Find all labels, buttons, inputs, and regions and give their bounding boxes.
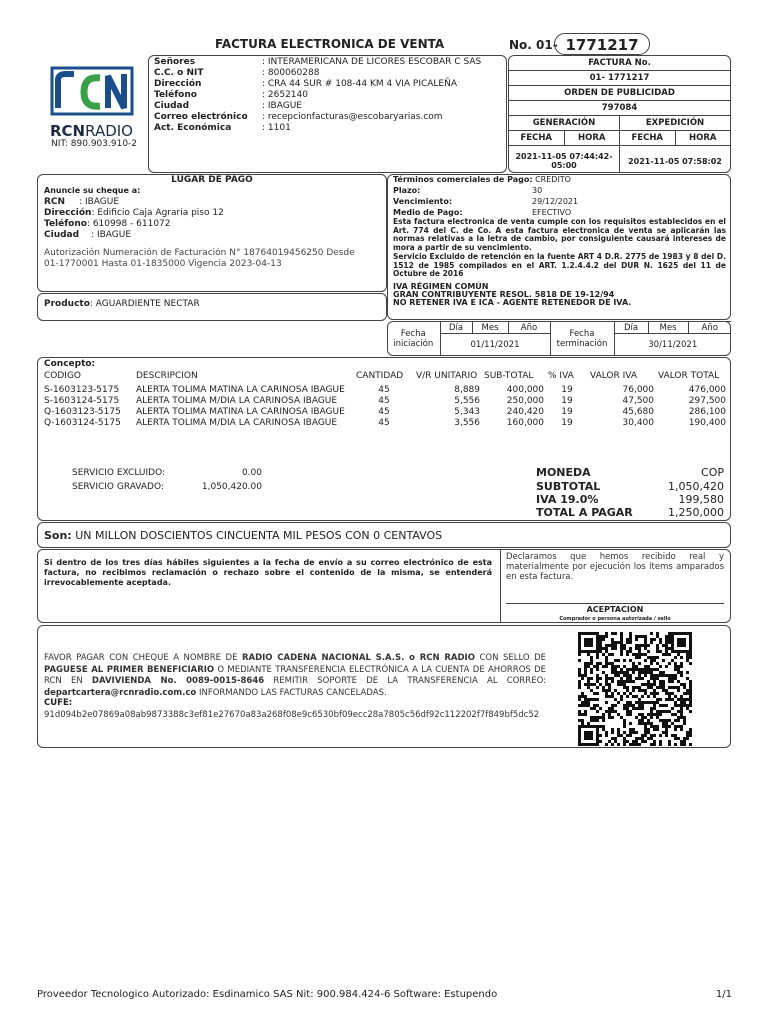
- cell-subtotal: 160,000: [506, 418, 544, 428]
- notice-left-text: Si dentro de los tres días hábiles siguientes a la fecha de envío a su correo electrónico de esta factura, no recibimos reclamación o rechazo sobre el contenido de la misma, se entenderá irrevocablemente aceptada.: [44, 558, 492, 587]
- end-value: 30/11/2021: [614, 334, 731, 356]
- end-month-header: Mes: [648, 322, 688, 334]
- company-logo: [50, 66, 134, 140]
- cell-total: 297,500: [688, 396, 726, 406]
- medio-label: Medio de Pago:: [393, 208, 463, 217]
- cell-iva-value: 47,500: [622, 396, 654, 406]
- company-nit: NIT: 890.903.910-2: [51, 139, 138, 149]
- cell-code: Q-1603124-5175: [44, 418, 121, 428]
- plazo-value: 30: [532, 186, 543, 195]
- gen-datetime: 2021-11-05 07:44:42-05:00: [509, 146, 620, 174]
- footer-provider: Proveedor Tecnologico Autorizado: Esdinamico SAS Nit: 900.984.424-6 Software: Estupendo: [37, 989, 498, 1000]
- col-header: V/R UNITARIO: [416, 371, 478, 381]
- son-label: Son:: [44, 529, 72, 542]
- cell-iva-pct: 19: [561, 407, 573, 417]
- orden-value: 797084: [509, 101, 731, 116]
- payment-note-text: [44, 653, 546, 699]
- subtotal-value: 1,050,420: [668, 480, 724, 493]
- col-header: CANTIDAD: [356, 371, 404, 381]
- qr-code-icon: [578, 632, 692, 746]
- end-day-header: Día: [614, 322, 648, 334]
- exp-fecha-label: FECHA: [620, 131, 676, 146]
- moneda-value: COP: [701, 466, 724, 479]
- cufe-label: CUFE:: [44, 698, 73, 708]
- invoice-number: 1771217: [554, 33, 650, 55]
- product-value: : AGUARDIENTE NECTAR: [89, 299, 200, 309]
- son-value: UN MILLON DOSCIENTOS CINCUENTA MIL PESOS CON 0 CENTAVOS: [75, 529, 443, 542]
- table-row: [42, 396, 728, 407]
- terms-label: Términos comerciales de Pago:: [393, 175, 533, 184]
- authorization-text: Autorización Numeración de Facturación N° 18764019456250 Desde 01-1770001 Hasta 01-1835000 Vigencia 2023-04-13: [44, 248, 355, 269]
- customer-value: : INTERAMERICANA DE LICORES ESCOBAR C SAS: [262, 57, 482, 67]
- medio-value: EFECTIVO: [532, 208, 572, 217]
- logo-text-bold: RCN: [50, 122, 86, 140]
- dir-value: : Edificio Caja Agraria piso 12: [91, 208, 224, 218]
- start-label: Fecha iniciación: [387, 322, 440, 356]
- concepto-label: Concepto:: [44, 359, 96, 369]
- col-header: VALOR TOTAL: [658, 371, 720, 381]
- legal-text-2: Servicio Excluido de retención en la fuente ART 4 D.R. 2775 de 1983 y 8 del D. 1512 de 1985 compilados en el ART. 1.2.4.4.2 del DUR N. 1625 del 11 de Octubre de 2016: [393, 252, 726, 278]
- note-bold-part: departcartera@rcnradio.com.co: [44, 687, 197, 698]
- start-month-header: Mes: [472, 322, 508, 334]
- cell-iva-value: 45,680: [622, 407, 654, 417]
- cell-total: 190,400: [688, 418, 726, 428]
- cell-quantity: 45: [378, 385, 390, 395]
- venc-value: 29/12/2021: [532, 197, 579, 206]
- col-header: SUB-TOTAL: [484, 371, 534, 381]
- customer-label: C.C. o NIT: [154, 68, 204, 78]
- customer-value: : recepcionfacturas@escobaryarias.com: [262, 112, 443, 122]
- product-label: Producto: [44, 299, 90, 309]
- customer-label: Teléfono: [154, 90, 197, 100]
- city-label: Ciudad: [44, 230, 80, 240]
- cell-description: ALERTA TOLIMA M/DIA LA CARINOSA IBAGUE: [136, 418, 338, 428]
- note-part: O MEDIANTE TRANSFERENCIA ELECTRÓNICA A LA CUENTA DE AHORROS DE RCN EN: [44, 664, 546, 686]
- cell-unit: 5,556: [454, 396, 480, 406]
- dates-grid: [387, 321, 731, 356]
- orden-label: ORDEN DE PUBLICIDAD: [509, 86, 731, 101]
- note-part: REMITIR SOPORTE DE LA TRANSFERENCIA AL CORREO:: [264, 676, 546, 686]
- city-value: : IBAGUE: [91, 230, 132, 240]
- logo-text-light: RADIO: [85, 122, 133, 140]
- customer-label: Dirección: [154, 79, 202, 89]
- cell-iva-value: 30,400: [622, 418, 654, 428]
- exp-datetime: 2021-11-05 07:58:02: [620, 146, 731, 174]
- dir-label: Dirección: [44, 208, 92, 218]
- customer-label: Ciudad: [154, 101, 190, 111]
- notice-divider: [500, 549, 501, 623]
- items-table: [42, 371, 728, 429]
- customer-value: : 800060288: [262, 68, 320, 78]
- iva-value: 199,580: [678, 493, 724, 506]
- rcn-label: RCN: [44, 197, 66, 207]
- excluido-value: 0.00: [241, 468, 262, 478]
- table-row: [42, 418, 728, 429]
- cell-iva-pct: 19: [561, 385, 573, 395]
- start-value: 01/11/2021: [440, 334, 550, 356]
- cell-code: S-1603123-5175: [44, 385, 120, 395]
- legal-text-1: Esta factura electronica de venta cumple con los requisitos establecidos en el Art. 774 del C. de Co. A esta factura electronica de venta se aplicarán las normas relativas a la letra de cambio, por consiguiente causará intereses de mora a partir de su vencimiento.: [393, 217, 726, 252]
- acceptance-label: ACEPTACION: [586, 605, 644, 614]
- moneda-label: MONEDA: [536, 466, 591, 479]
- table-row: [42, 407, 728, 418]
- footer-page: 1/1: [715, 989, 732, 1000]
- note-part: FAVOR PAGAR CON CHEQUE A NOMBRE DE: [44, 653, 242, 663]
- customer-rows: [154, 57, 504, 134]
- customer-value: : CRA 44 SUR # 108-44 KM 4 VIA PICALEÑA: [262, 79, 458, 89]
- cell-iva-value: 76,000: [622, 385, 654, 395]
- plazo-label: Plazo:: [393, 186, 421, 195]
- rcn-logo-icon: [50, 66, 134, 116]
- note-part: CON SELLO DE: [474, 653, 546, 663]
- logo-wordmark: [50, 122, 134, 140]
- excluido-label: SERVICIO EXCLUIDO:: [72, 468, 166, 478]
- note-bold-part: RADIO CADENA NACIONAL S.A.S. o RCN RADIO: [241, 653, 475, 663]
- cell-code: S-1603124-5175: [44, 396, 120, 406]
- factura-value: 01- 1771217: [509, 71, 731, 86]
- end-label: Fecha terminación: [550, 322, 614, 356]
- cell-unit: 5,343: [454, 407, 480, 417]
- col-header: DESCRIPCION: [136, 371, 198, 381]
- cell-quantity: 45: [378, 407, 390, 417]
- cheque-label: Anuncie su cheque a:: [44, 186, 141, 195]
- regime-3: NO RETENER IVA E ICA - AGENTE RETENEDOR DE IVA.: [393, 298, 632, 307]
- cell-description: ALERTA TOLIMA MATINA LA CARINOSA IBAGUE: [136, 407, 345, 417]
- customer-value: : 2652140: [262, 90, 308, 100]
- col-header: % IVA: [548, 371, 574, 381]
- exp-hora-label: HORA: [675, 131, 731, 146]
- end-year-header: Año: [688, 322, 731, 334]
- cell-subtotal: 400,000: [506, 385, 544, 395]
- customer-label: Señores: [154, 57, 196, 67]
- note-bold-part: DAVIVIENDA No. 0089-0015-8646: [91, 676, 265, 686]
- signature-line: [506, 603, 724, 604]
- note-part: INFORMANDO LAS FACTURAS CANCELADAS.: [196, 687, 387, 698]
- gen-hora-label: HORA: [564, 131, 620, 146]
- venc-label: Vencimiento:: [393, 197, 453, 206]
- cufe-value: 91d094b2e07869a08ab9873388c3ef81e27670a83a268f08e9c6530bf09ecc28a7805c56df92c112202f7f849bf5dc52: [44, 710, 540, 720]
- tel-value: : 610998 - 611072: [86, 219, 171, 229]
- cell-subtotal: 240,420: [506, 407, 544, 417]
- cell-subtotal: 250,000: [506, 396, 544, 406]
- cell-quantity: 45: [378, 418, 390, 428]
- invoice-number-prefix: No. 01-: [509, 38, 558, 52]
- cell-iva-pct: 19: [561, 418, 573, 428]
- iva-label: IVA 19.0%: [536, 493, 599, 506]
- cell-unit: 3,556: [454, 418, 480, 428]
- note-bold-part: PAGUESE AL PRIMER BENEFICIARIO: [44, 664, 215, 675]
- customer-label: Act. Económica: [154, 123, 232, 133]
- regime-2: GRAN CONTRIBUYENTE RESOL. 5818 DE 19-12/94: [393, 290, 615, 299]
- tel-label: Teléfono: [44, 219, 87, 229]
- notice-right-text: Declaramos que hemos recibido real y materialmente por ejecución los ítems amparados en esta factura.: [506, 552, 724, 582]
- cell-description: ALERTA TOLIMA MATINA LA CARINOSA IBAGUE: [136, 385, 345, 395]
- subtotal-label: SUBTOTAL: [536, 480, 601, 493]
- expedicion-label: EXPEDICIÓN: [620, 116, 731, 131]
- total-label: TOTAL A PAGAR: [536, 506, 633, 519]
- qr-code: [578, 632, 692, 746]
- cell-iva-pct: 19: [561, 396, 573, 406]
- cell-description: ALERTA TOLIMA M/DIA LA CARINOSA IBAGUE: [136, 396, 338, 406]
- document-title: FACTURA ELECTRONICA DE VENTA: [215, 37, 445, 51]
- acceptance-sublabel: Comprador o persona autorizada / sello: [559, 616, 671, 622]
- invoice-info-box: [508, 55, 731, 173]
- rcn-value: : IBAGUE: [79, 197, 120, 207]
- regime-1: IVA RÉGIMEN COMÚN: [393, 282, 489, 291]
- col-header: CODIGO: [44, 371, 82, 381]
- gravado-value: 1,050,420.00: [201, 482, 262, 492]
- total-value: 1,250,000: [668, 506, 724, 519]
- cell-total: 286,100: [688, 407, 726, 417]
- factura-label: FACTURA No.: [509, 56, 731, 71]
- cell-unit: 8,889: [454, 385, 480, 395]
- start-year-header: Año: [508, 322, 550, 334]
- col-header: VALOR IVA: [590, 371, 638, 381]
- customer-value: : 1101: [262, 123, 291, 133]
- customer-value: : IBAGUE: [262, 101, 302, 111]
- cell-quantity: 45: [378, 396, 390, 406]
- terms-value: CREDITO: [535, 175, 571, 184]
- payment-place-title: LUGAR DE PAGO: [171, 175, 253, 185]
- cell-code: Q-1603123-5175: [44, 407, 121, 417]
- table-row: [42, 385, 728, 396]
- gravado-label: SERVICIO GRAVADO:: [72, 482, 164, 492]
- generacion-label: GENERACIÓN: [509, 116, 620, 131]
- start-day-header: Día: [440, 322, 472, 334]
- customer-label: Correo electrónico: [154, 112, 248, 122]
- cell-total: 476,000: [688, 385, 726, 395]
- gen-fecha-label: FECHA: [509, 131, 565, 146]
